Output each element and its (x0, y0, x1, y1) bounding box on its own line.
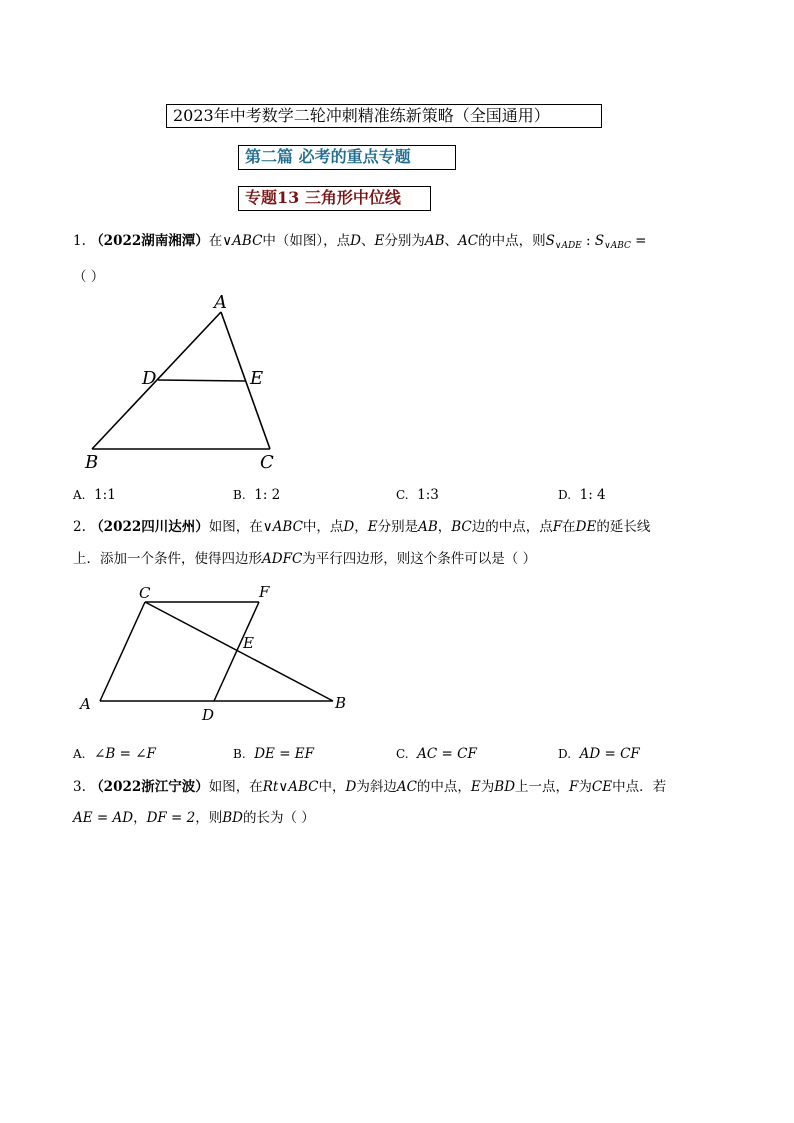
q1-text: 、 (444, 233, 459, 249)
q2-option-b[interactable] (233, 746, 314, 762)
q1-area-sub: ∨ADE (554, 241, 582, 251)
q2-stem-line2 (73, 550, 536, 568)
q1-option-c[interactable] (396, 487, 439, 503)
q3-source: （2022浙江宁波） (90, 779, 209, 795)
q1-segment-ab: AB (424, 233, 445, 249)
q3-text: 如图，在 (208, 779, 263, 795)
q1-figure (80, 290, 300, 475)
q2-option-a[interactable] (73, 746, 156, 762)
q2-text: ， (354, 519, 368, 535)
q2-text: 中，点 (302, 519, 344, 535)
q1-area-sub: ∨ABC (604, 241, 631, 251)
q2-option-d[interactable] (558, 746, 640, 762)
q3-text: ，则 (195, 810, 223, 826)
option-value: AC = CF (417, 746, 477, 762)
q3-text: 中点．若 (612, 779, 667, 795)
option-letter: B. (233, 488, 246, 502)
q2-option-c[interactable] (396, 746, 477, 762)
q1-label-b: B (85, 452, 99, 473)
q2-text: 边的中点，点 (471, 519, 553, 535)
q3-text: 上一点， (515, 779, 570, 795)
q2-text: 为平行四边形，则这个条件可以是（ ） (302, 551, 537, 567)
q2-label-f: F (259, 583, 270, 601)
q1-option-b[interactable] (233, 487, 280, 503)
q3-text: ， (133, 810, 147, 826)
option-letter: C. (396, 747, 409, 761)
q1-text: 的中点，则 (478, 233, 546, 249)
q1-area-symbol: S (594, 233, 605, 249)
q1-text: 中（如图），点 (262, 233, 351, 249)
q2-segment-de: DE (575, 519, 597, 535)
part-heading: 第二篇 必考的重点专题 (238, 145, 456, 170)
option-letter: D. (558, 488, 572, 502)
q1-label-a: A (214, 292, 227, 313)
q1-text: : (581, 233, 595, 249)
q3-text: 中， (318, 779, 346, 795)
q2-label-e: E (243, 634, 254, 652)
q3-text: 的中点， (416, 779, 471, 795)
q1-text: 在 (208, 233, 223, 249)
q2-label-a: A (80, 695, 91, 713)
q1-answer-paren: （ ） (73, 269, 105, 285)
q1-label-d: D (142, 368, 157, 389)
q2-segment-ab: AB (418, 519, 438, 535)
q2-label-c: C (139, 584, 151, 602)
q3-segment-bd: BD (494, 779, 516, 795)
q3-text: 为 (578, 779, 592, 795)
q2-number: 2. (73, 519, 86, 535)
q2-segment-bc: BC (451, 519, 472, 535)
q3-stem-line2 (73, 809, 315, 827)
q2-point-d: D (343, 519, 355, 535)
q1-segment-ac: AC (458, 233, 479, 249)
q2-side-cb (145, 602, 333, 701)
q3-text: 为斜边 (356, 779, 397, 795)
option-letter: C. (396, 488, 409, 502)
option-value: 1:1 (94, 487, 116, 503)
q3-point-d: D (345, 779, 357, 795)
q2-figure (75, 582, 355, 727)
q3-text: 的长为（ ） (243, 810, 315, 826)
option-value: 1: 4 (579, 487, 606, 503)
q1-midsegment-de (158, 380, 246, 381)
q2-side-ca (100, 602, 145, 701)
q3-text: 为 (480, 779, 495, 795)
q2-text: 在 (562, 519, 576, 535)
option-value: 1:3 (417, 487, 439, 503)
q1-source: （2022湖南湘潭） (90, 233, 209, 249)
q3-point-f: F (569, 779, 579, 795)
q1-number: 1. (73, 233, 86, 249)
q3-right-triangle: Rt∨ABC (262, 779, 319, 795)
option-letter: A. (73, 747, 86, 761)
q2-text: 的延长线 (596, 519, 651, 535)
document-title: 2023年中考数学二轮冲刺精准练新策略（全国通用） (166, 104, 602, 128)
q1-area-symbol: S (545, 233, 555, 249)
q2-triangle: ∨ABC (262, 519, 303, 535)
q1-text: 分别为 (384, 233, 425, 249)
option-letter: A. (73, 488, 86, 502)
option-value: AD = CF (579, 746, 640, 762)
q3-condition-1: AE = AD (73, 810, 134, 826)
q2-point-e: E (367, 519, 378, 535)
q3-segment-bd: BD (222, 810, 244, 826)
q3-point-e: E (470, 779, 481, 795)
q2-label-b: B (335, 694, 347, 712)
q1-triangle: ∨ABC (222, 233, 263, 249)
q2-point-f: F (552, 519, 563, 535)
q3-segment-ce: CE (591, 779, 613, 795)
q1-text: = (630, 233, 647, 249)
option-value: ∠B = ∠F (94, 746, 156, 762)
option-letter: B. (233, 747, 246, 761)
q1-point-e: E (374, 233, 385, 249)
q1-option-a[interactable] (73, 487, 116, 503)
q1-point-d: D (350, 233, 361, 249)
q1-label-e: E (250, 368, 264, 389)
q2-label-d: D (202, 706, 215, 724)
option-value: DE = EF (254, 746, 315, 762)
q1-label-c: C (260, 452, 274, 473)
q3-segment-ac: AC (396, 779, 417, 795)
q2-stem-line1 (73, 518, 650, 536)
option-value: 1: 2 (254, 487, 281, 503)
q1-option-d[interactable] (558, 487, 606, 503)
q1-stem (73, 232, 647, 255)
q2-text: ， (437, 519, 452, 535)
q3-condition-2: DF = 2 (146, 810, 196, 826)
q2-text: 分别是 (377, 519, 419, 535)
q2-quadrilateral: ADFC (262, 551, 303, 567)
q3-number: 3. (73, 779, 86, 795)
topic-heading: 专题13 三角形中位线 (238, 186, 431, 211)
option-letter: D. (558, 747, 572, 761)
q2-text: 上．添加一个条件，使得四边形 (73, 551, 262, 567)
q3-stem-line1 (73, 778, 666, 796)
q2-source: （2022四川达州） (90, 519, 209, 535)
q2-text: 如图，在 (208, 519, 263, 535)
q1-text: 、 (360, 233, 375, 249)
